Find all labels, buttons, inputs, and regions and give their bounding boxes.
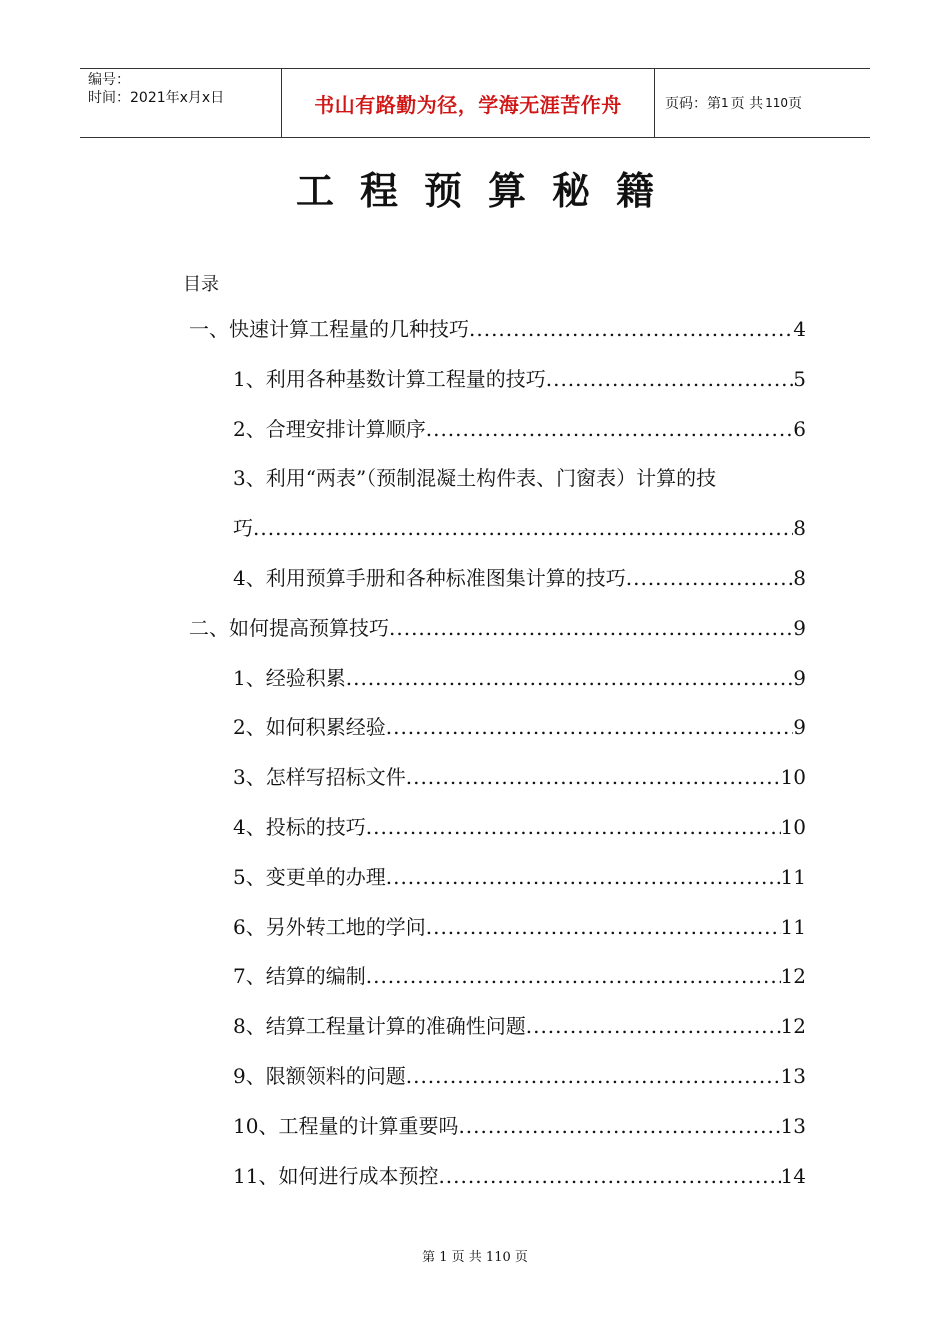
toc-entry-page: 8 bbox=[793, 516, 806, 540]
toc-entry-label: 4、投标的技巧 bbox=[233, 815, 366, 839]
toc-entry-label: 1、经验积累 bbox=[233, 666, 346, 690]
toc-entry[interactable] bbox=[233, 712, 806, 742]
toc-entry-page: 4 bbox=[793, 317, 806, 341]
toc-entry-page: 11 bbox=[780, 865, 806, 889]
toc-entry-page: 9 bbox=[793, 666, 806, 690]
toc-entry-label: 6、另外转工地的学问 bbox=[233, 915, 426, 939]
toc-leader bbox=[526, 1011, 781, 1041]
toc-leader bbox=[389, 613, 793, 643]
toc-entry-page: 5 bbox=[793, 367, 806, 391]
toc-entry[interactable] bbox=[233, 1111, 806, 1141]
toc-entry-page: 10 bbox=[780, 815, 806, 839]
page-total: 110 bbox=[765, 96, 788, 110]
toc-entry-wrapped-label[interactable]: 3、利用“两表”（预制混凝土构件表、门窗表）计算的技 bbox=[233, 466, 717, 490]
toc-entry-page: 13 bbox=[780, 1114, 806, 1138]
toc-leader bbox=[438, 1161, 780, 1191]
toc-heading: 目录 bbox=[183, 274, 219, 295]
toc-entry-label: 2、合理安排计算顺序 bbox=[233, 417, 426, 441]
toc-leader bbox=[426, 414, 794, 444]
header-meta bbox=[80, 69, 282, 137]
page-prefix: 页码：第 bbox=[665, 96, 721, 112]
toc-entry-label: 巧 bbox=[233, 516, 253, 540]
toc-entry-page: 6 bbox=[793, 417, 806, 441]
page-current: 1 bbox=[721, 96, 729, 110]
toc-entry[interactable] bbox=[233, 563, 806, 593]
toc-leader bbox=[386, 712, 794, 742]
toc-entry-page: 8 bbox=[793, 566, 806, 590]
header-page-info bbox=[655, 69, 870, 137]
toc-entry-label: 二、如何提高预算技巧 bbox=[189, 616, 389, 640]
toc-entry[interactable] bbox=[233, 364, 806, 394]
toc-entry-page: 13 bbox=[780, 1064, 806, 1088]
header-motto: 书山有路勤为径，学海无涯苦作舟 bbox=[282, 69, 655, 137]
toc-entry-label: 2、如何积累经验 bbox=[233, 715, 386, 739]
toc-entry-page: 14 bbox=[780, 1164, 806, 1188]
toc-entry-label: 7、结算的编制 bbox=[233, 964, 366, 988]
toc-entry[interactable] bbox=[233, 912, 806, 942]
toc-entry[interactable] bbox=[233, 812, 806, 842]
toc-leader bbox=[426, 912, 781, 942]
toc-entry[interactable] bbox=[233, 663, 806, 693]
toc-entry-page: 11 bbox=[780, 915, 806, 939]
toc-entry[interactable] bbox=[233, 414, 806, 444]
toc-leader bbox=[406, 1061, 781, 1091]
toc-entry-label: 3、怎样写招标文件 bbox=[233, 765, 406, 789]
toc-entry[interactable] bbox=[233, 1061, 806, 1091]
toc-entry-label: 4、利用预算手册和各种标准图集计算的技巧 bbox=[233, 566, 626, 590]
toc-entry[interactable] bbox=[189, 314, 806, 344]
toc-entry[interactable] bbox=[189, 613, 806, 643]
toc-leader bbox=[469, 314, 793, 344]
toc-leader bbox=[366, 961, 781, 991]
toc-entry[interactable] bbox=[233, 762, 806, 792]
toc-leader bbox=[626, 563, 794, 593]
document-header bbox=[80, 68, 870, 138]
toc-entry-page: 9 bbox=[793, 616, 806, 640]
toc-entry-page: 10 bbox=[780, 765, 806, 789]
toc-leader bbox=[458, 1111, 780, 1141]
toc-leader bbox=[253, 513, 793, 543]
toc-entry-label: 8、结算工程量计算的准确性问题 bbox=[233, 1014, 526, 1038]
toc-entry[interactable] bbox=[233, 961, 806, 991]
document-date: 时间：2021年x月x日 bbox=[88, 90, 225, 106]
page-footer: 第 1 页 共 110 页 bbox=[422, 1250, 528, 1265]
toc-entry-label: 9、限额领料的问题 bbox=[233, 1064, 406, 1088]
toc-leader bbox=[546, 364, 794, 394]
toc-entry[interactable] bbox=[233, 1161, 806, 1191]
document-number-label: 编号： bbox=[88, 72, 130, 88]
toc-leader bbox=[346, 663, 794, 693]
toc-entry[interactable] bbox=[233, 862, 806, 892]
toc-entry-label: 11、如何进行成本预控 bbox=[233, 1164, 439, 1188]
page-mid: 页 共 bbox=[730, 96, 764, 112]
toc-entry-label: 一、快速计算工程量的几种技巧 bbox=[189, 317, 469, 341]
toc-entry[interactable] bbox=[233, 513, 806, 543]
document-title: 工程预算秘籍 bbox=[295, 168, 680, 213]
toc-entry[interactable] bbox=[233, 1011, 806, 1041]
toc-leader bbox=[366, 812, 781, 842]
toc-leader bbox=[406, 762, 781, 792]
toc-entry-page: 9 bbox=[793, 715, 806, 739]
toc-entry-page: 12 bbox=[780, 1014, 806, 1038]
page-suffix: 页 bbox=[788, 96, 802, 112]
toc-entry-label: 5、变更单的办理 bbox=[233, 865, 386, 889]
toc-entry-label: 10、工程量的计算重要吗 bbox=[233, 1114, 459, 1138]
toc-entry-page: 12 bbox=[780, 964, 806, 988]
toc-entry-label: 1、利用各种基数计算工程量的技巧 bbox=[233, 367, 546, 391]
toc-leader bbox=[386, 862, 781, 892]
